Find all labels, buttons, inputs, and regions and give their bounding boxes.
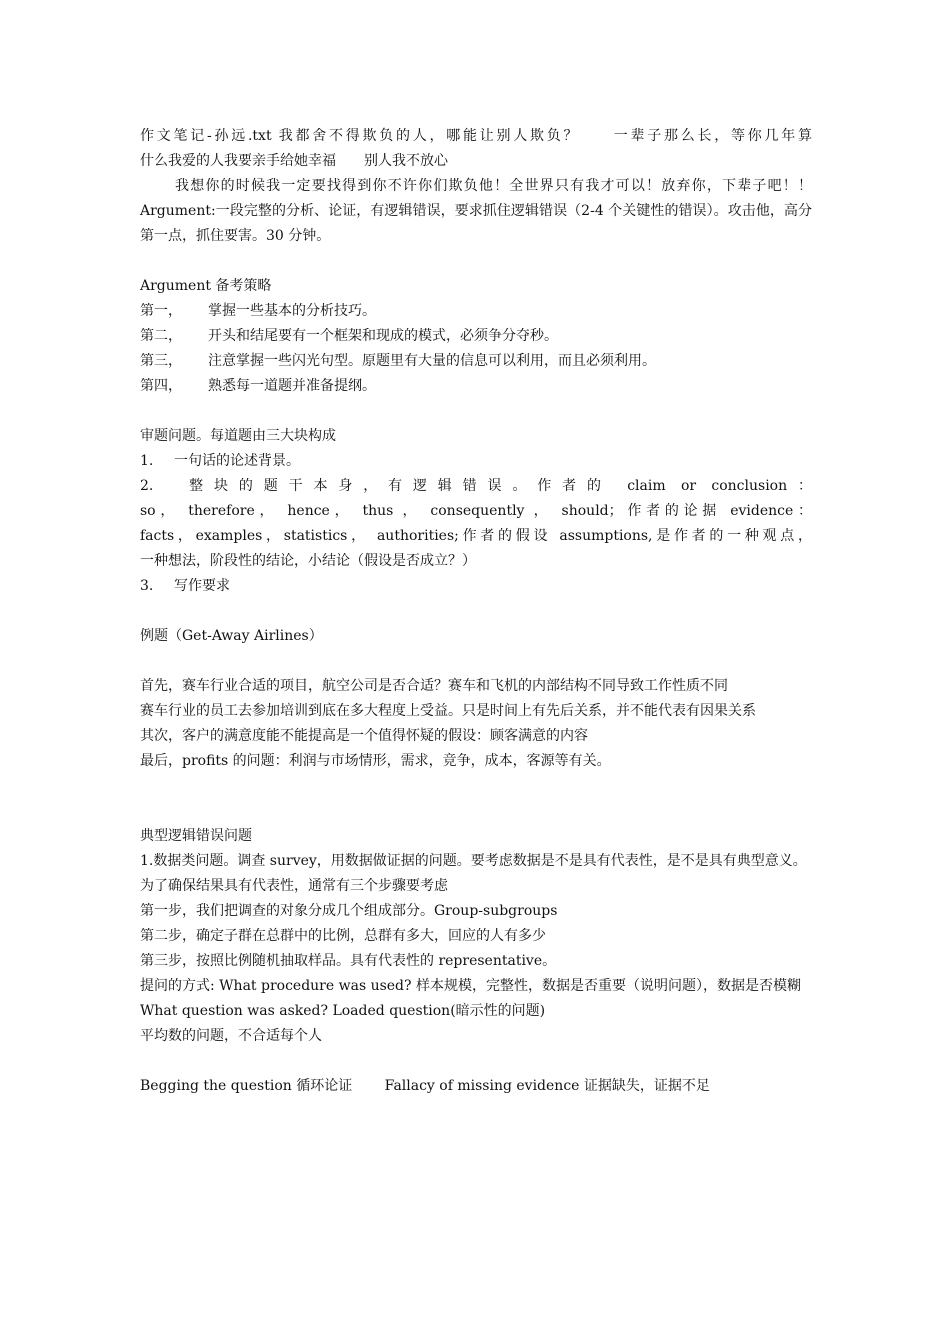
strategy-item	[140, 349, 812, 374]
example-line: 赛车行业的员工去参加培训到底在多大程度上受益。只是时间上有先后关系，并不能代表有因果关系	[140, 703, 756, 719]
typical-last-line: Begging the question 循环论证 Fallacy of missing evidence 证据缺失，证据不足	[140, 1078, 710, 1094]
strategy-title: Argument 备考策略	[140, 278, 272, 294]
review-text: 写作要求	[174, 578, 230, 594]
intro-line-1: 作文笔记-孙远.txt 我都舍不得欺负的人，哪能让别人欺负？ 一辈子那么长，等你几年算	[140, 128, 812, 144]
example-line: 最后，profits 的问题：利润与市场情形，需求，竞争，成本，客源等有关。	[140, 753, 611, 769]
strategy-text: 注意掌握一些闪光句型。原题里有大量的信息可以利用，而且必须利用。	[208, 353, 656, 369]
review-item-2-line-3: facts，examples，statistics， authorities;作者的假设 assumptions,是作者的一种观点，	[140, 528, 812, 544]
review-text: 一句话的论述背景。	[174, 453, 300, 469]
review-num: 1.	[140, 453, 154, 469]
review-title: 审题问题。每道题由三大块构成	[140, 428, 336, 444]
strategy-item	[140, 299, 812, 324]
strategy-text: 熟悉每一道题并准备提纲。	[208, 378, 376, 394]
review-num: 3.	[140, 578, 154, 594]
review-item-1	[140, 449, 812, 474]
typical-line: 第一步，我们把调查的对象分成几个组成部分。Group-subgroups	[140, 903, 558, 919]
example-line: 首先，赛车行业合适的项目，航空公司是否合适？赛车和飞机的内部结构不同导致工作性质不同	[140, 678, 728, 694]
strategy-item	[140, 324, 812, 349]
strategy-text: 掌握一些基本的分析技巧。	[208, 303, 376, 319]
typical-line: 为了确保结果具有代表性，通常有三个步骤要考虑	[140, 878, 448, 894]
example-line: 其次，客户的满意度能不能提高是一个值得怀疑的假设：顾客满意的内容	[140, 728, 588, 744]
typical-line: 平均数的问题，不合适每个人	[140, 1028, 322, 1044]
strategy-text: 开头和结尾要有一个框架和现成的模式，必须争分夺秒。	[208, 328, 558, 344]
review-item-3	[140, 574, 812, 599]
typical-title: 典型逻辑错误问题	[140, 828, 252, 844]
review-item-2-line-1: 2. 整块的题干本身，有逻辑错误。作者的 claim or conclusion：	[140, 478, 812, 494]
document-page	[140, 124, 812, 1099]
typical-line: 1.数据类问题。调查 survey，用数据做证据的问题。要考虑数据是不是具有代表性，是不是具有典型意义。	[140, 853, 807, 869]
typical-line: 第二步，确定子群在总群中的比例，总群有多大，回应的人有多少	[140, 928, 546, 944]
strategy-label: 第一，	[140, 303, 182, 319]
typical-line: What question was asked? Loaded question(暗示性的问题)	[140, 1003, 546, 1019]
review-item-2-line-2: so， therefore， hence， thus ， consequently ， should；作者的论据 evidence：	[140, 503, 812, 519]
intro-line-2: 什么我爱的人我要亲手给她幸福 别人我不放心	[140, 153, 448, 169]
strategy-label: 第四，	[140, 378, 182, 394]
review-item-2-line-4: 一种想法，阶段性的结论，小结论（假设是否成立？）	[140, 553, 476, 569]
typical-line: 第三步，按照比例随机抽取样品。具有代表性的 representative。	[140, 953, 557, 969]
strategy-label: 第二，	[140, 328, 182, 344]
example-title: 例题（Get-Away Airlines）	[140, 628, 323, 644]
strategy-label: 第三，	[140, 353, 182, 369]
intro-paragraph: 我想你的时候我一定要找得到你不许你们欺负他！全世界只有我才可以！放弃你，下辈子吧！！Argument:一段完整的分析、论证，有逻辑错误，要求抓住逻辑错误（2-4 个关键性的错误）。攻击他，高分第一点，抓住要害。30 分钟。	[140, 178, 812, 244]
strategy-item	[140, 374, 812, 399]
typical-line: 提问的方式: What procedure was used? 样本规模，完整性，数据是否重要（说明问题），数据是否模糊	[140, 978, 801, 994]
